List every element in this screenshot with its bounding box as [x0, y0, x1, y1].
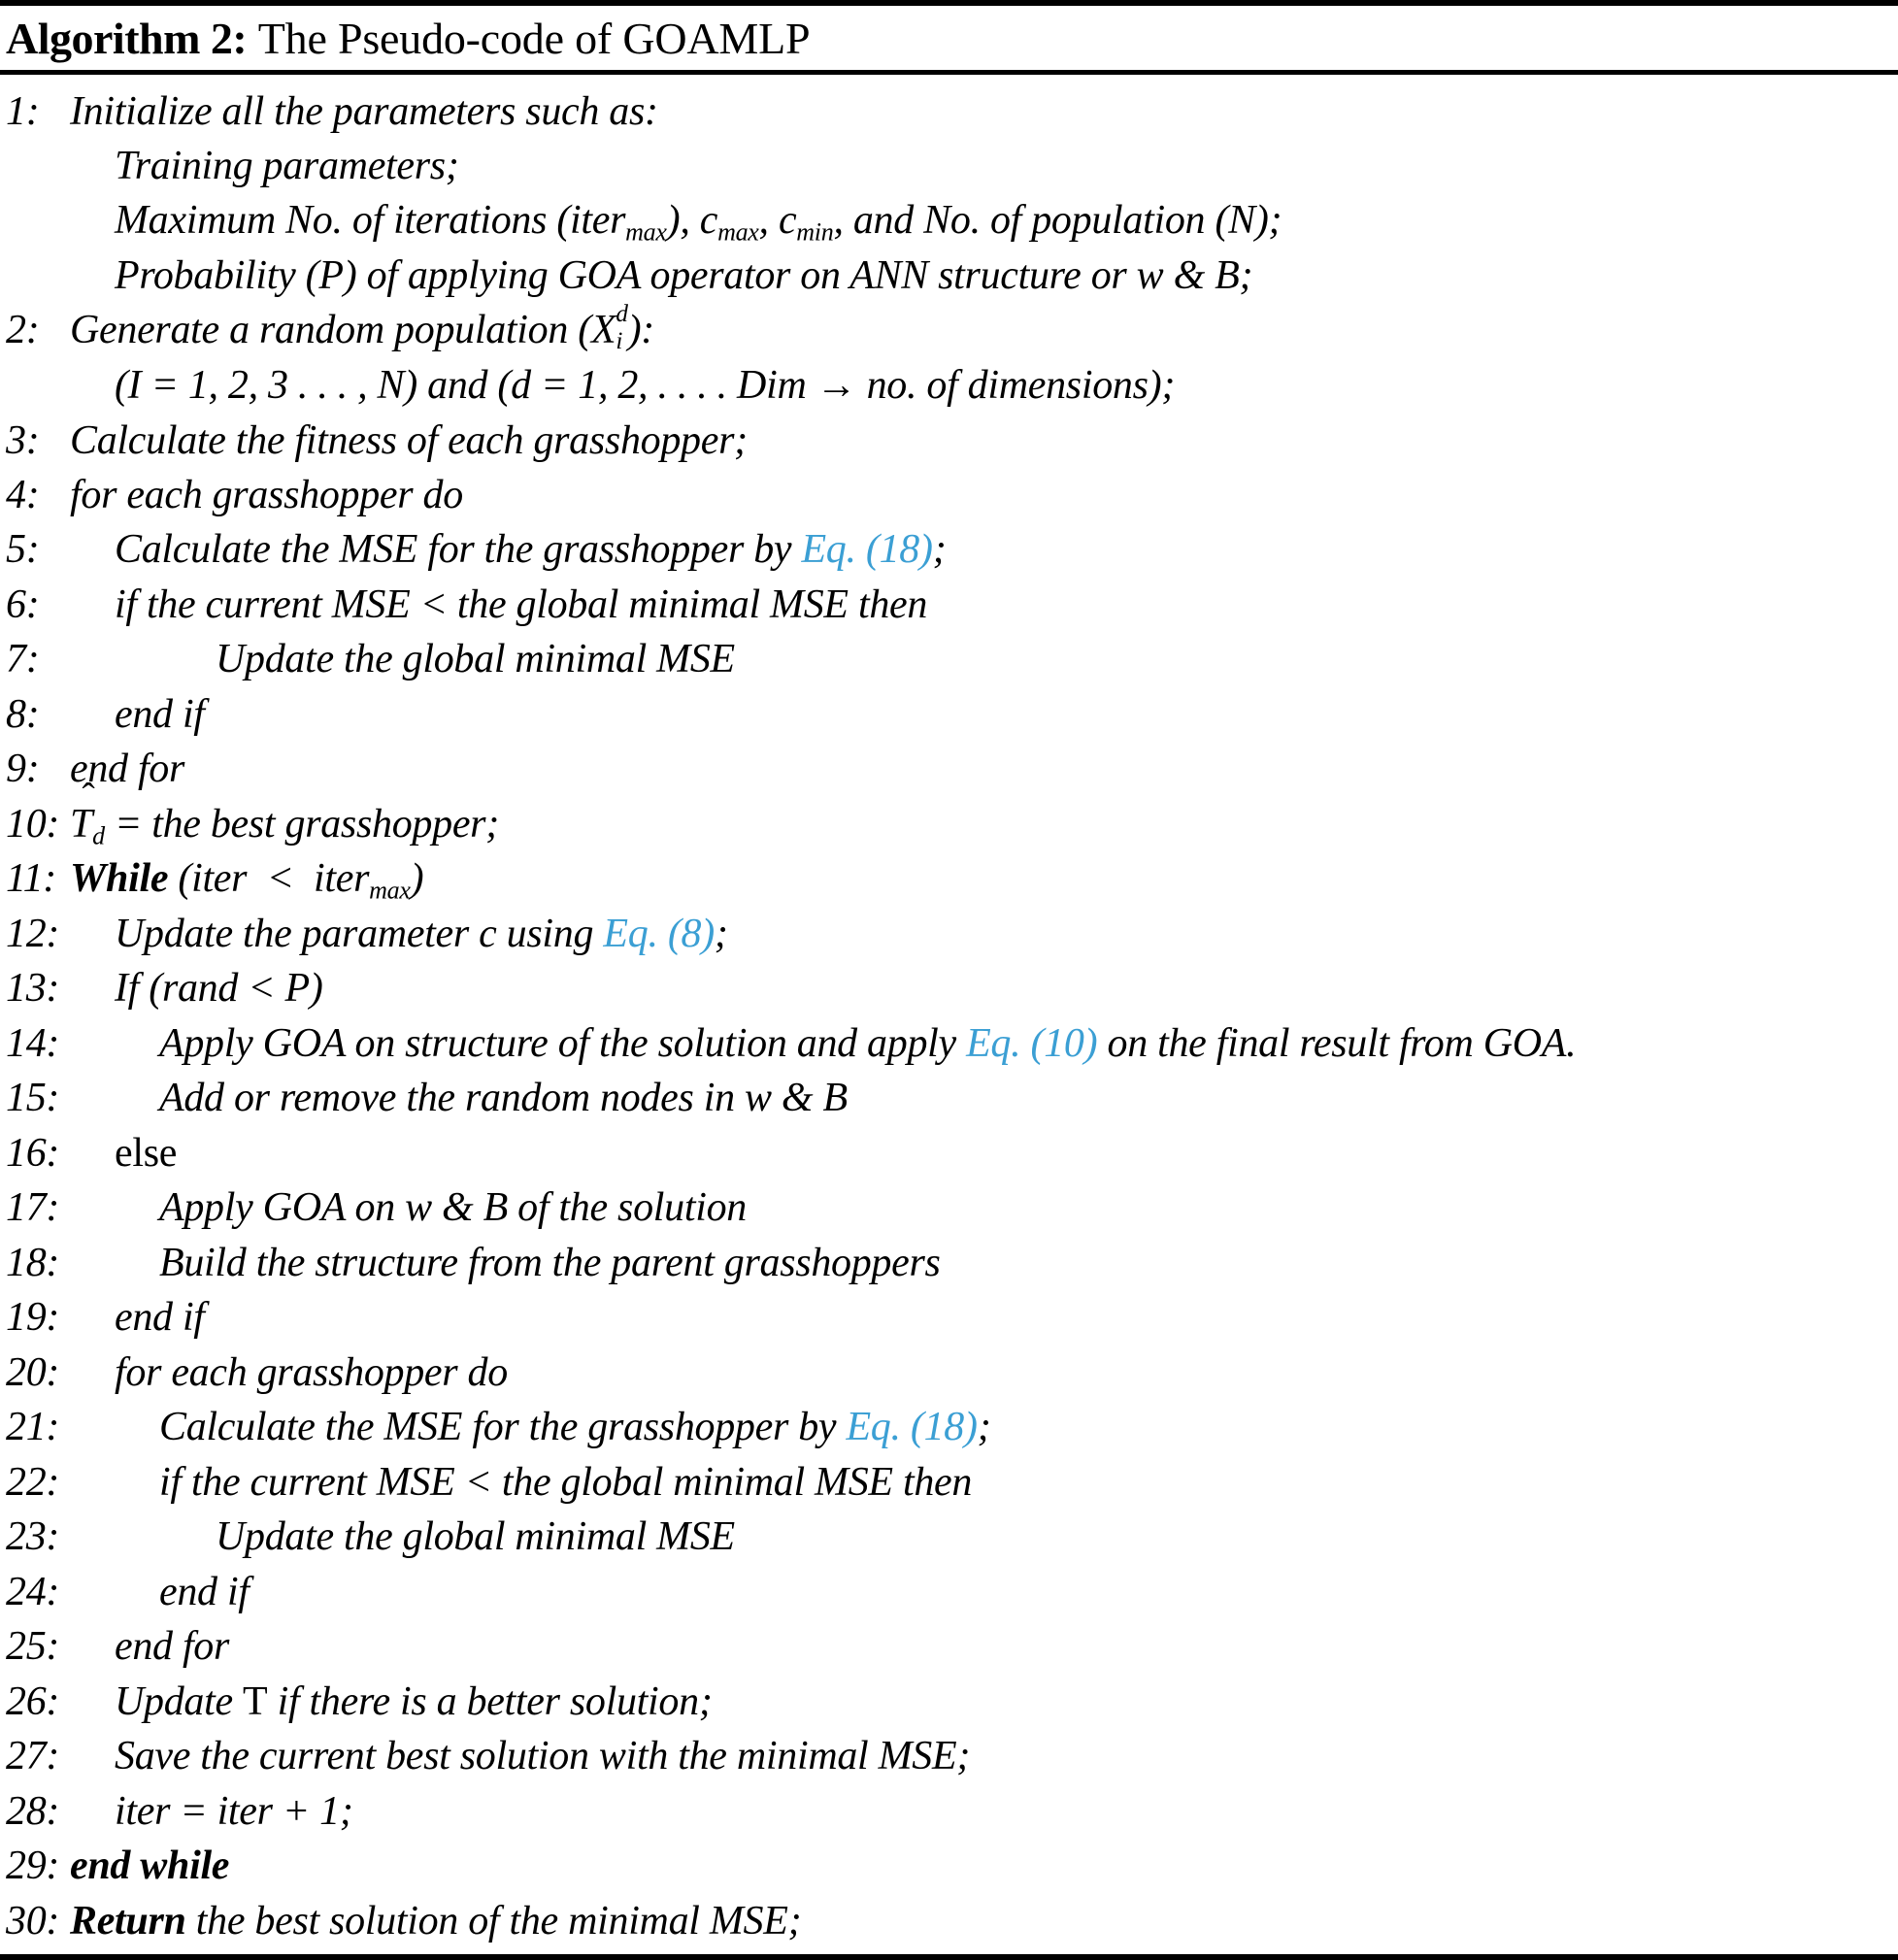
code-line	[6, 1565, 1892, 1619]
subscript-max: max	[369, 876, 411, 905]
text-fragment: if there is a better solution;	[267, 1678, 713, 1724]
line-number	[6, 139, 70, 193]
text-fragment: ;	[714, 911, 728, 956]
line-number: 5:	[6, 527, 40, 573]
iter-var: iter	[570, 198, 626, 244]
bottom-rule	[0, 1954, 1898, 1960]
code-line	[6, 1400, 1892, 1454]
line-text: iter = iter + 1;	[115, 1788, 353, 1834]
code-line	[6, 1784, 1892, 1839]
c-var: c	[778, 198, 797, 244]
c-var: c	[699, 198, 718, 244]
text-fragment: Update the parameter c using	[115, 911, 604, 956]
code-line	[6, 1180, 1892, 1235]
subscript-d: d	[92, 821, 105, 850]
line-number: 23:	[6, 1514, 60, 1560]
code-line	[6, 961, 1892, 1015]
line-number: 24:	[6, 1569, 60, 1614]
equation-link-10[interactable]: Eq. (10)	[966, 1020, 1098, 1066]
line-number: 3:	[6, 417, 40, 463]
code-line	[6, 687, 1892, 742]
line-text: end for	[70, 747, 185, 792]
text-fragment: Apply GOA on structure of the solution and apply	[159, 1020, 967, 1066]
line-text: Update the global minimal MSE	[216, 637, 735, 682]
line-text: for each grasshopper do	[70, 472, 463, 517]
equation-link-18[interactable]: Eq. (18)	[801, 527, 933, 573]
code-line	[6, 632, 1892, 686]
code-line	[6, 578, 1892, 632]
line-number: 4:	[6, 472, 40, 517]
iter-var: iter	[314, 856, 370, 902]
line-text: Build the structure from the parent grasshoppers	[159, 1240, 941, 1285]
keyword-while: While	[70, 856, 169, 902]
line-number: 25:	[6, 1624, 60, 1670]
line-number: 14:	[6, 1020, 60, 1066]
line-text	[70, 303, 1892, 358]
line-text: end for	[115, 1624, 230, 1670]
t-symbol: T	[243, 1678, 268, 1724]
code-line	[6, 1839, 1892, 1893]
text-fragment: ),	[666, 198, 700, 244]
text-fragment: ;	[932, 527, 947, 573]
text-fragment: , and No. of population (N);	[833, 198, 1282, 244]
code-line	[6, 1016, 1892, 1071]
text-fragment: ,	[758, 198, 779, 244]
code-line	[6, 1510, 1892, 1564]
x-symbol: X	[590, 308, 616, 353]
hat-accent	[71, 778, 107, 816]
code-line	[6, 1290, 1892, 1345]
line-text: if the current MSE < the global minimal MSE then	[159, 1459, 973, 1505]
line-text: Initialize all the parameters such as:	[70, 88, 658, 134]
line-text	[70, 797, 1892, 851]
text-fragment: the best solution of the minimal MSE;	[185, 1898, 802, 1943]
line-number: 30:	[6, 1898, 60, 1943]
line-number: 20:	[6, 1349, 60, 1395]
text-fragment: on the final result from GOA.	[1097, 1020, 1577, 1066]
line-text	[70, 1016, 1892, 1071]
code-line	[6, 468, 1892, 522]
equation-link-18[interactable]: Eq. (18)	[846, 1405, 978, 1450]
text-fragment: ):	[627, 308, 654, 353]
line-text: Training parameters;	[115, 144, 459, 188]
code-line	[6, 1729, 1892, 1783]
code-line	[6, 1236, 1892, 1290]
line-number: 18:	[6, 1240, 60, 1285]
line-text: Probability (P) of applying GOA operator on ANN structure or w & B;	[115, 252, 1253, 298]
line-text: (I = 1, 2, 3 . . . , N) and (d = 1, 2, . . . . Dim → no. of dimensions);	[115, 363, 1176, 409]
line-number: 16:	[6, 1130, 60, 1176]
text-fragment: )	[410, 856, 424, 902]
code-line	[6, 193, 1892, 248]
line-number: 8:	[6, 691, 40, 737]
code-line	[6, 303, 1892, 358]
line-number: 22:	[6, 1459, 60, 1505]
pseudocode-body	[0, 75, 1898, 1955]
t-symbol: T	[70, 801, 93, 847]
x-variable	[591, 303, 628, 358]
line-text: If (rand < P)	[115, 966, 323, 1012]
line-text	[70, 522, 1892, 577]
code-line	[6, 907, 1892, 961]
line-text	[70, 193, 1892, 248]
line-number: 19:	[6, 1295, 60, 1341]
line-number: 28:	[6, 1788, 60, 1834]
code-line	[6, 249, 1892, 303]
subscript-i: i	[616, 328, 623, 355]
line-number: 7:	[6, 637, 40, 682]
equation-link-8[interactable]: Eq. (8)	[603, 911, 715, 956]
line-number: 15:	[6, 1076, 60, 1121]
line-text	[70, 851, 1892, 906]
algorithm-title: The Pseudo-code of GOAMLP	[257, 14, 811, 63]
line-number: 10:	[6, 801, 60, 847]
line-text: end while	[70, 1844, 230, 1889]
text-fragment: (iter <	[168, 856, 315, 902]
code-line	[6, 1126, 1892, 1180]
line-text	[70, 1400, 1892, 1454]
line-number: 11:	[6, 856, 56, 902]
code-line	[6, 1619, 1892, 1674]
line-text: Apply GOA on w & B of the solution	[159, 1185, 747, 1231]
line-number: 13:	[6, 966, 60, 1012]
line-text: if the current MSE < the global minimal MSE then	[115, 581, 928, 627]
text-fragment: Calculate the MSE for the grasshopper by	[115, 527, 802, 573]
line-number	[6, 358, 70, 413]
line-text	[70, 1675, 1892, 1729]
code-line	[6, 1345, 1892, 1400]
line-number: 9:	[6, 747, 40, 792]
line-number: 1:	[6, 88, 40, 134]
subscript-max: max	[717, 217, 759, 247]
code-line	[6, 1894, 1892, 1948]
line-text: Calculate the fitness of each grasshopper;	[70, 417, 748, 463]
superscript-d: d	[616, 301, 628, 328]
line-text: end if	[115, 691, 205, 737]
x-indices	[616, 301, 628, 358]
line-text	[70, 1894, 1892, 1948]
algorithm-header	[0, 6, 1898, 70]
line-text: end if	[115, 1295, 205, 1341]
subscript-min: min	[796, 217, 834, 247]
line-text: for each grasshopper do	[115, 1349, 508, 1395]
line-text: else	[115, 1130, 178, 1176]
line-number: 17:	[6, 1185, 60, 1231]
line-number	[6, 249, 70, 303]
line-number: 21:	[6, 1405, 60, 1450]
line-number: 26:	[6, 1678, 60, 1724]
line-number: 27:	[6, 1734, 60, 1779]
code-line	[6, 139, 1892, 193]
text-fragment: = the best grasshopper;	[104, 801, 499, 847]
line-number	[6, 193, 70, 248]
line-text: end if	[159, 1569, 250, 1614]
line-text: Add or remove the random nodes in w & B	[159, 1076, 848, 1121]
subscript-max: max	[625, 217, 667, 247]
line-number: 6:	[6, 581, 40, 627]
keyword-return: Return	[70, 1898, 186, 1943]
text-fragment: Update	[115, 1678, 244, 1724]
text-fragment: Calculate the MSE for the grasshopper by	[159, 1405, 847, 1450]
code-line	[6, 742, 1892, 796]
line-number: 12:	[6, 911, 60, 956]
line-text	[70, 907, 1892, 961]
line-text: Update the global minimal MSE	[216, 1514, 735, 1560]
line-number: 2:	[6, 308, 40, 353]
code-line	[6, 84, 1892, 139]
t-hat-variable	[70, 797, 92, 851]
algorithm-label: Algorithm 2:	[6, 14, 248, 63]
code-line	[6, 1675, 1892, 1729]
code-line	[6, 851, 1892, 906]
code-line	[6, 522, 1892, 577]
text-fragment: ;	[977, 1405, 991, 1450]
code-line	[6, 797, 1892, 851]
line-text: Save the current best solution with the minimal MSE;	[115, 1734, 971, 1779]
code-line	[6, 1071, 1892, 1125]
code-line	[6, 358, 1892, 413]
code-line	[6, 414, 1892, 468]
text-fragment: Maximum No. of iterations (	[115, 198, 571, 244]
text-fragment: Generate a random population (	[70, 308, 591, 353]
line-number: 29:	[6, 1844, 60, 1889]
code-line	[6, 1455, 1892, 1510]
